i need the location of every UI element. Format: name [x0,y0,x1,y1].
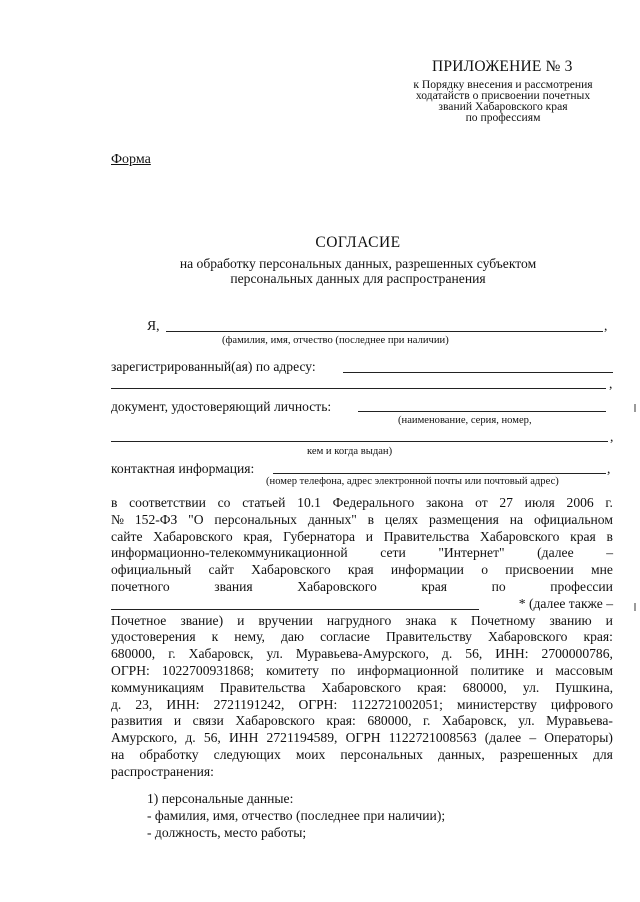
word: Хабаровск, [188,646,254,662]
word: 1122721002051; [351,696,443,712]
contact-input-line[interactable] [273,473,606,474]
word: Хабаровск, [441,713,507,729]
word: и [536,662,544,678]
address-input-line-2[interactable] [111,388,606,389]
document-caption: (наименование, серия, номер, [398,415,532,426]
word: Пушкина, [555,679,613,695]
contact-caption: (номер телефона, адрес электронной почты или почтовый адрес) [266,476,559,487]
word: цифрового [550,696,613,712]
paragraph-line [111,613,613,630]
i-label: Я, [147,318,160,333]
word: данных, [438,746,485,762]
paragraph-line [111,680,613,697]
word: информационно-телекоммуникационной [111,545,348,561]
word: по [491,578,506,594]
word: д. [441,646,453,662]
word: Хабаровского [153,528,233,544]
word: официальном [533,511,613,527]
word: 56, [465,646,483,662]
paragraph-line [111,663,613,680]
appendix-title: ПРИЛОЖЕНИЕ № 3 [432,58,573,75]
word: звания [214,578,253,594]
appendix-line: званий Хабаровского края [438,100,568,113]
word: разрешенных [499,746,578,762]
profession-row [111,596,613,613]
word: мне [591,562,613,578]
word: целях [384,511,419,527]
word: 2721194589, [266,730,338,746]
document-title: СОГЛАСИЕ [315,234,401,251]
word: 152-ФЗ [134,511,178,527]
word: Правительства [383,528,470,544]
paragraph-line [111,629,613,646]
word: 27 [499,495,513,510]
word: (далее [484,730,522,746]
word: Муравьева-Амурского, [295,646,429,662]
word: информационной [357,662,459,678]
word: сайт [208,562,234,578]
address-input-line[interactable] [343,372,613,373]
word: 1122721008563 [388,730,477,746]
word: информации [390,562,464,578]
appendix-line: к Порядку внесения и рассмотрения [413,78,593,91]
word: и [365,528,373,544]
word: данных" [307,511,357,527]
word: на [509,511,524,527]
word: для [592,746,613,762]
word: закона [425,495,464,510]
list-item: - должность, место работы; [147,825,307,840]
word: персональных [214,511,297,527]
appendix-line: по профессиям [465,111,541,124]
word: размещения [428,511,499,527]
word: края: [326,713,356,729]
word: обработку [139,746,199,762]
comma: , [604,318,608,333]
word: края: [583,629,613,645]
word: о [481,562,488,578]
list-item: - фамилия, имя, отчество (последнее при наличии); [147,808,446,823]
word: Амурского, [111,730,178,746]
word: 680000, [367,713,412,729]
document-subtitle-line: на обработку персональных данных, разрешенных субъектом [179,256,537,271]
document-subtitle-line: персональных данных для распространения [230,271,486,286]
paragraph-line: распространения: [111,763,214,779]
word: Губернатора [283,528,356,544]
fio-caption: (фамилия, имя, отчество (последнее при наличии) [222,335,449,346]
word: края: [417,679,447,695]
word: Хабаровского [297,578,377,594]
word: от [475,495,488,510]
profession-input-line[interactable] [111,609,479,610]
word: официальный [111,562,192,578]
word: края [347,562,374,578]
word: Правительства [219,679,306,695]
word: г. [423,713,431,729]
word: даю [280,629,305,645]
word: Почетное [111,612,167,628]
word: нему, [234,629,265,645]
word: ИНН [228,730,259,746]
paragraph-line [111,495,613,512]
paragraph-line [111,747,613,764]
word: и [237,612,245,628]
contact-label: контактная информация: [111,461,255,476]
word: 680000, [462,679,507,695]
word: д. [185,730,196,746]
word: в [606,528,613,544]
word: ОГРН [345,730,381,746]
word: коммуникациям [111,679,204,695]
fio-input-line[interactable] [166,331,603,332]
word: Хабаровского [479,528,560,544]
comma: , [609,376,613,391]
word: статьей [242,495,286,510]
document-caption-2: кем и когда выдан) [307,446,393,457]
word: моих [295,746,326,762]
word: Хабаровского [235,713,315,729]
word: согласие [320,629,370,645]
word: ул. [266,646,283,662]
word: следующих [213,746,281,762]
word: – [606,545,613,561]
word: 1022700931868; [161,662,255,678]
paragraph-line [111,562,613,579]
paragraph-line [111,512,613,529]
word: ул. [522,679,540,695]
word: Федерального [332,495,415,510]
word: ИНН: [166,696,200,712]
word: соответствии [129,495,206,510]
paragraph-line [111,579,613,596]
word: в [367,511,375,527]
list-item: 1) персональные данные: [147,791,294,806]
word: на [111,746,125,762]
word: Хабаровского [487,629,568,645]
word: Правительству [385,629,472,645]
word: персональных [340,746,423,762]
word: по [331,662,346,678]
word: 23, [135,696,153,712]
word: сети [380,545,406,561]
word: в [111,495,118,510]
word: удостоверения [111,629,196,645]
word: сайте [111,528,143,544]
word: вручении [258,612,313,628]
word: ОГРН: [298,696,338,712]
paragraph-line [111,529,613,546]
word: знака [405,612,437,628]
scan-mark [634,603,636,611]
word: 680000, [111,646,156,662]
word: министерству [456,696,537,712]
word: присвоении [505,562,574,578]
document-label: документ, удостоверяющий личность: [111,399,332,414]
paragraph-line [111,730,613,747]
appendix-line: ходатайств о присвоении почетных [415,89,591,102]
word: № [111,511,124,527]
word: 10.1 [297,495,321,510]
word: края, [243,528,273,544]
word: и [605,612,613,628]
document-input-line-2[interactable] [111,441,608,442]
word: почетного [111,578,170,594]
word: Операторы) [544,730,613,746]
word: профессии [550,578,613,594]
word: края [421,578,448,594]
word: нагрудного [326,612,392,628]
word: 2721191242, [213,696,285,712]
paragraph-line [111,713,613,730]
word: Муравьева- [546,713,613,729]
word: со [217,495,231,510]
word: "Интернет" [438,545,505,561]
word: связи [192,713,224,729]
word: званию [549,612,592,628]
word: комитету [266,662,319,678]
word: г. [605,495,613,510]
word: Хабаровского [321,679,402,695]
word: развития [111,713,163,729]
blank-suffix: * (далее также – [518,595,613,611]
word: массовым [555,662,613,678]
paragraph-line [111,646,613,663]
comma: , [607,461,611,476]
word: д. [111,696,122,712]
comma: , [610,429,614,444]
word: "О [188,511,204,527]
paragraph-line [111,545,613,562]
word: июля [524,495,555,510]
word: и [173,713,182,729]
address-label: зарегистрированный(ая) по адресу: [111,359,316,374]
word: политике [470,662,524,678]
consent-paragraph [111,495,613,781]
word: к [450,612,458,628]
word: 2006 [566,495,594,510]
word: ул. [518,713,535,729]
word: – [529,730,537,746]
word: края [570,528,596,544]
word: г. [168,646,176,662]
word: (далее [537,545,574,561]
word: Хабаровского [251,562,331,578]
word: звание) [180,612,224,628]
paragraph-line [111,697,613,714]
word: Почетному [471,612,536,628]
document-input-line[interactable] [358,411,606,412]
scan-mark [634,404,636,412]
word: ОГРН: [111,662,150,678]
word: ИНН: [495,646,529,662]
word: 56, [203,730,221,746]
word: к [211,629,219,645]
form-label: Форма [111,152,151,167]
word: 2700000786, [541,646,613,662]
